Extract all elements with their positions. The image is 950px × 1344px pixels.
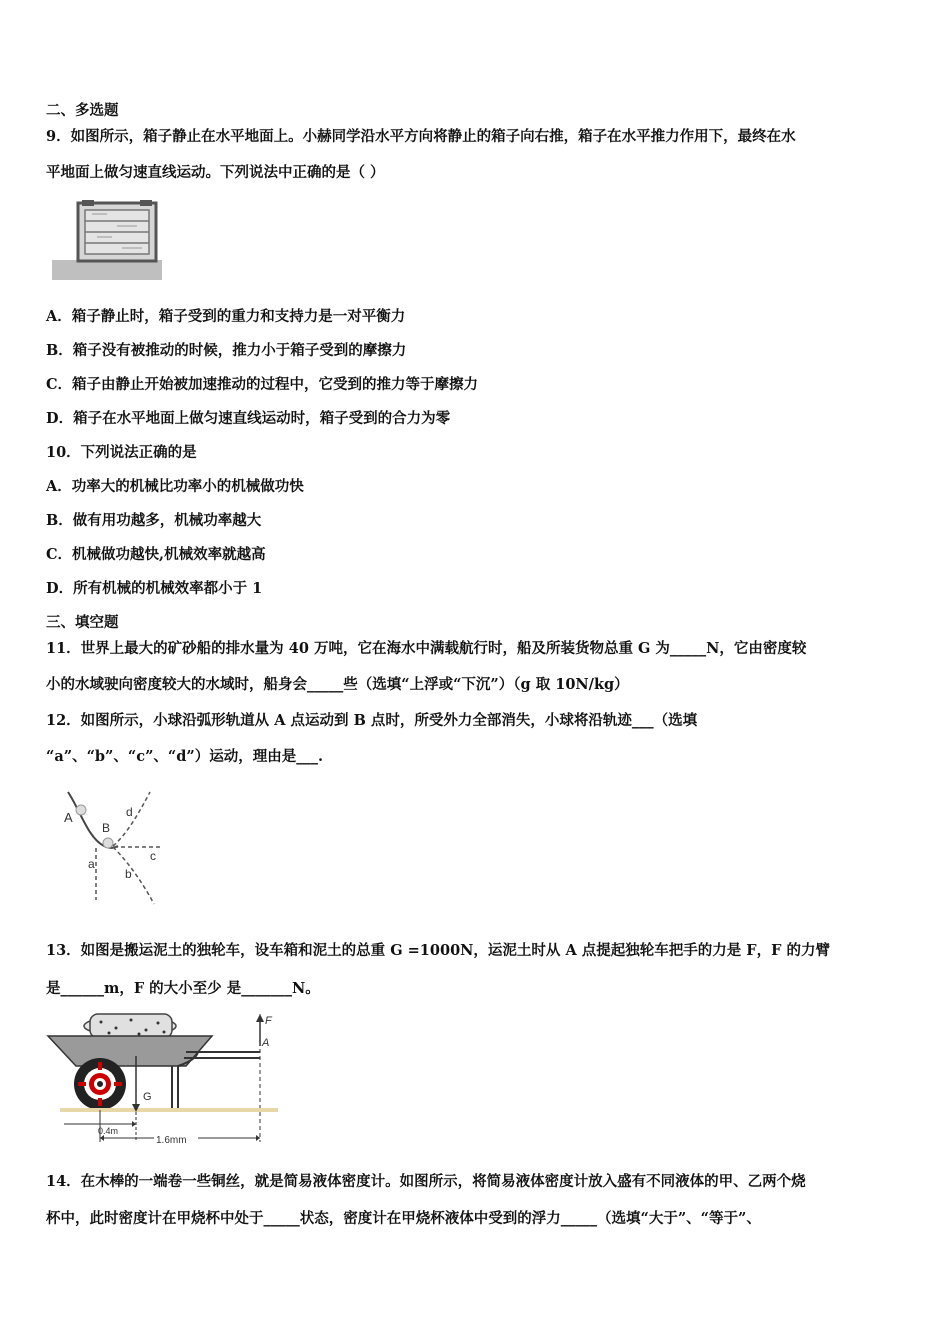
q12-stem-line1: 12．如图所示，小球沿弧形轨道从 A 点运动到 B 点时，所受外力全部消失，小球将沿轨迹___（选填 bbox=[46, 712, 698, 729]
q10-option-d: D．所有机械的机械效率都小于 1 bbox=[46, 580, 263, 597]
q9-stem-line1: 9．如图所示，箱子静止在水平地面上。小赫同学沿水平方向将静止的箱子向右推，箱子在水平推力作用下，最终在水 bbox=[46, 128, 796, 145]
label-b-point: B bbox=[102, 821, 111, 835]
track-trajectory-figure bbox=[58, 790, 168, 908]
box-on-ground-figure bbox=[52, 200, 164, 282]
ball-at-a bbox=[76, 805, 86, 815]
q9-option-d: D．箱子在水平地面上做匀速直线运动时，箱子受到的合力为零 bbox=[46, 410, 451, 427]
q14-stem-line2: 杯中，此时密度计在甲烧杯中处于_____状态，密度计在甲烧杯液体中受到的浮力_____（选填“大于”、“等于”、 bbox=[46, 1210, 761, 1227]
ground bbox=[60, 1108, 278, 1112]
q13-stem-line1: 13．如图是搬运泥土的独轮车，设车箱和泥土的总重 G =1000N，运泥土时从 A 点提起独轮车把手的力是 F，F 的力臂 bbox=[46, 942, 830, 959]
q13-stem-line2: 是______m，F 的大小至少 是_______N。 bbox=[46, 980, 320, 997]
ground bbox=[52, 260, 162, 280]
label-trajectory-b: b bbox=[125, 867, 132, 881]
q9-option-a: A．箱子静止时，箱子受到的重力和支持力是一对平衡力 bbox=[46, 308, 406, 325]
q14-stem-line1: 14．在木棒的一端卷一些铜丝，就是简易液体密度计。如图所示，将简易液体密度计放入盛有不同液体的甲、乙两个烧 bbox=[46, 1173, 806, 1190]
q9-option-c: C．箱子由静止开始被加速推动的过程中，它受到的推力等于摩擦力 bbox=[46, 376, 479, 393]
label-trajectory-d: d bbox=[126, 805, 133, 819]
wheelbarrow-figure bbox=[46, 1010, 278, 1150]
section-title-fill-blank: 三、填空题 bbox=[46, 614, 119, 631]
label-a-point: A bbox=[64, 810, 73, 825]
q10-stem: 10．下列说法正确的是 bbox=[46, 444, 197, 461]
label-trajectory-a: a bbox=[88, 857, 95, 871]
q10-option-a: A．功率大的机械比功率小的机械做功快 bbox=[46, 478, 304, 495]
q9-stem-line2: 平地面上做匀速直线运动。下列说法中正确的是（ ） bbox=[46, 164, 385, 181]
label-g: G bbox=[143, 1091, 152, 1103]
q10-option-c: C．机械做功越快,机械效率就越高 bbox=[46, 546, 266, 563]
ball-at-b bbox=[103, 838, 113, 848]
q10-option-b: B．做有用功越多，机械功率越大 bbox=[46, 512, 262, 529]
label-long-arm: 1.6mm bbox=[156, 1135, 187, 1146]
section-title-multiple-choice: 二、多选题 bbox=[46, 102, 119, 119]
label-a-handle: A bbox=[262, 1037, 270, 1049]
q9-option-b: B．箱子没有被推动的时候，推力小于箱子受到的摩擦力 bbox=[46, 342, 407, 359]
label-f: F bbox=[265, 1015, 272, 1027]
q12-stem-line2: “a”、“b”、“c”、“d”）运动，理由是___. bbox=[46, 748, 324, 765]
q11-stem-line2: 小的水域驶向密度较大的水域时，船身会_____些（选填“上浮或“下沉”）（g 取 10N/kg） bbox=[46, 676, 629, 693]
label-trajectory-c: c bbox=[150, 849, 156, 863]
q11-stem-line1: 11．世界上最大的矿砂船的排水量为 40 万吨，它在海水中满载航行时，船及所装货物总重 G 为_____N，它由密度较 bbox=[46, 640, 807, 657]
trajectory-d bbox=[113, 792, 150, 846]
label-short-arm: 0.4m bbox=[98, 1126, 119, 1136]
trajectory-b bbox=[113, 847, 154, 904]
